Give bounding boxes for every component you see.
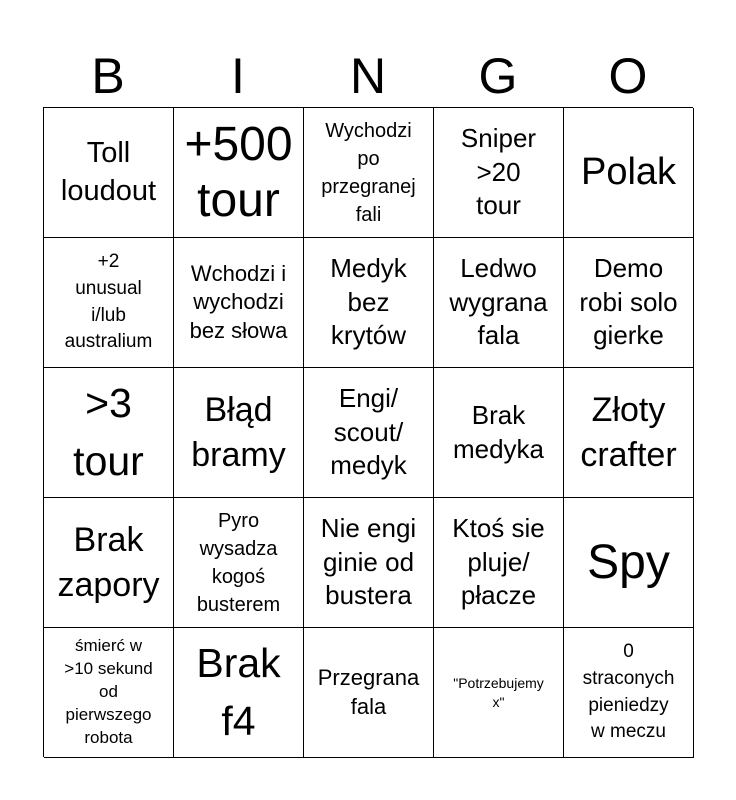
- bingo-cell-r3c1[interactable]: >3 tour: [44, 368, 174, 498]
- header-letter-n: N: [349, 48, 387, 104]
- bingo-cell-r4c4[interactable]: Ktoś sie pluje/ płacze: [434, 498, 564, 628]
- bingo-cell-r1c1[interactable]: Toll loudout: [44, 108, 174, 238]
- bingo-cell-r4c3[interactable]: Nie engi ginie od bustera: [304, 498, 434, 628]
- header-letter-o: O: [608, 48, 648, 104]
- header-letter-b: B: [91, 48, 125, 104]
- bingo-cell-r2c5[interactable]: Demo robi solo gierke: [564, 238, 694, 368]
- bingo-cell-r3c5[interactable]: Złoty crafter: [564, 368, 694, 498]
- bingo-cell-r2c3[interactable]: Medyk bez krytów: [304, 238, 434, 368]
- bingo-cell-r4c1[interactable]: Brak zapory: [44, 498, 174, 628]
- header-letter-g: G: [478, 48, 518, 104]
- bingo-cell-r5c1[interactable]: śmierć w >10 sekund od pierwszego robota: [44, 628, 174, 758]
- bingo-cell-r3c2[interactable]: Błąd bramy: [174, 368, 304, 498]
- bingo-cell-r4c2[interactable]: Pyro wysadza kogoś busterem: [174, 498, 304, 628]
- bingo-cell-r1c4[interactable]: Sniper >20 tour: [434, 108, 564, 238]
- bingo-cell-r2c1[interactable]: +2 unusual i/lub australium: [44, 238, 174, 368]
- bingo-header: [43, 44, 693, 108]
- bingo-cell-r4c5[interactable]: Spy: [564, 498, 694, 628]
- bingo-cell-r5c2[interactable]: Brak f4: [174, 628, 304, 758]
- bingo-cell-r5c5[interactable]: 0 straconych pieniedzy w meczu: [564, 628, 694, 758]
- bingo-cell-r1c5[interactable]: Polak: [564, 108, 694, 238]
- bingo-cell-r3c3[interactable]: Engi/ scout/ medyk: [304, 368, 434, 498]
- bingo-cell-r5c4[interactable]: "Potrzebujemy x": [434, 628, 564, 758]
- bingo-board: [43, 107, 693, 757]
- bingo-cell-r5c3[interactable]: Przegrana fala: [304, 628, 434, 758]
- bingo-cell-r3c4[interactable]: Brak medyka: [434, 368, 564, 498]
- bingo-cell-r2c2[interactable]: Wchodzi i wychodzi bez słowa: [174, 238, 304, 368]
- bingo-cell-r2c4[interactable]: Ledwo wygrana fala: [434, 238, 564, 368]
- header-letter-i: I: [231, 48, 245, 104]
- bingo-cell-r1c2[interactable]: +500 tour: [174, 108, 304, 238]
- bingo-cell-r1c3[interactable]: Wychodzi po przegranej fali: [304, 108, 434, 238]
